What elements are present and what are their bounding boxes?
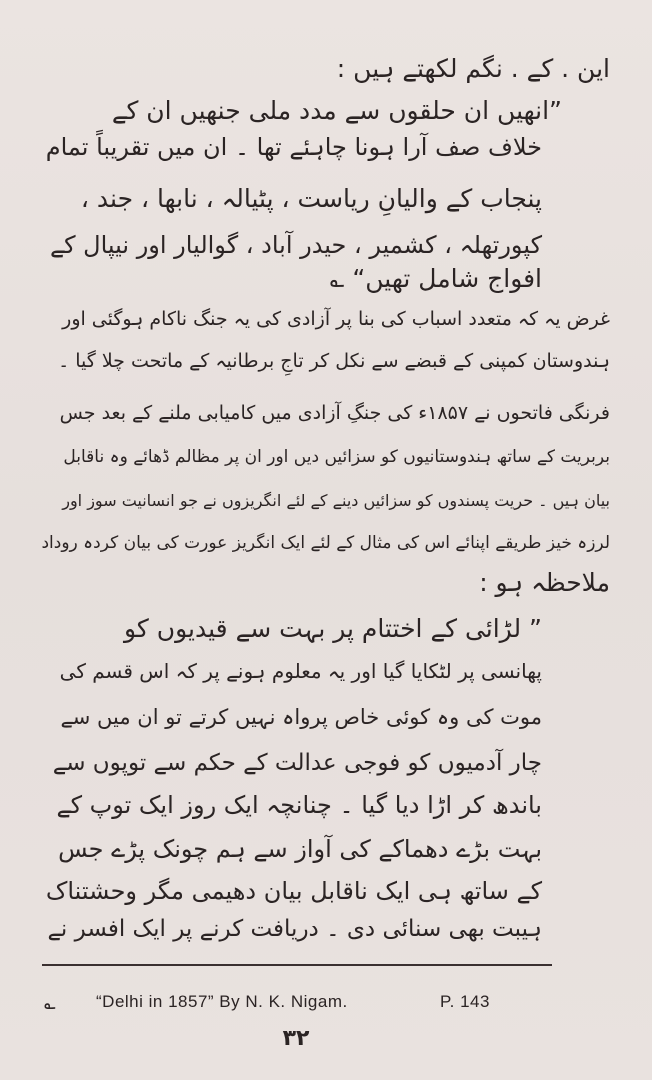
footnote-mark: ؎ bbox=[44, 990, 56, 1014]
quote1-line: پنجاب کے والیانِ ریاست ، پٹیالہ ، نابھا ، جند ، bbox=[80, 184, 542, 213]
quote2-line: کے ساتھ ہی ایک ناقابل بیان دھیمی مگر وحشتناک bbox=[45, 877, 542, 905]
footnote-citation: “Delhi in 1857” By N. K. Nigam. bbox=[96, 992, 348, 1011]
section-heading: این . کے . نگم لکھتے ہیں : bbox=[336, 54, 610, 83]
quote1-line: خلاف صف آرا ہونا چاہئے تھا ۔ ان میں تقریباً تمام bbox=[45, 133, 542, 161]
quote2-line: بہت بڑے دھماکے کی آواز سے ہم چونک پڑے جس bbox=[58, 835, 542, 863]
quote2-line: پھانسی پر لٹکایا گیا اور یہ معلوم ہونے پر کہ اس قسم کی bbox=[59, 659, 542, 683]
quote2-line: چار آدمیوں کو فوجی عدالت کے حکم سے توپوں سے bbox=[52, 750, 542, 776]
footnote-divider bbox=[42, 964, 552, 966]
paragraph-line: فرنگی فاتحوں نے ۱۸۵۷ء کی جنگِ آزادی میں کامیابی ملنے کے بعد جس bbox=[59, 402, 610, 424]
paragraph-line: لرزہ خیز طریقے اپنائے اس کی مثال کے لئے ایک انگریز عورت کی بیان کردہ روداد bbox=[41, 533, 610, 553]
paragraph-line: بربریت کے ساتھ ہندوستانیوں کو سزائیں دیں اور ان پر مظالم ڈھائے وہ ناقابل bbox=[63, 447, 610, 467]
quote2-line: ” لڑائی کے اختتام پر بہت سے قیدیوں کو bbox=[124, 614, 542, 643]
quote2-line: باندھ کر اڑا دیا گیا ۔ چنانچہ ایک روز ایک توپ کے bbox=[56, 791, 542, 819]
quote2-line: ہیبت بھی سنائی دی ۔ دریافت کرنے پر ایک افسر نے bbox=[47, 916, 542, 942]
paragraph-line: غرض یہ کہ متعدد اسباب کی بنا پر آزادی کی یہ جنگ ناکام ہوگئی اور bbox=[62, 308, 610, 330]
footnote-page-ref: P. 143 bbox=[440, 992, 490, 1011]
paragraph-line: بیان ہیں ۔ حریت پسندوں کو سزائیں دینے کے لئے انگریزوں نے جو انسانیت سوز اور bbox=[62, 491, 610, 510]
quote2-line: موت کی وہ کوئی خاص پرواہ نہیں کرتے تو ان میں سے bbox=[60, 705, 542, 729]
paragraph-line: ہندوستان کمپنی کے قبضے سے نکل کر تاجِ برطانیہ کے ماتحت چلا گیا ۔ bbox=[58, 350, 610, 372]
quote1-line: کپورتھلہ ، کشمیر ، حیدر آباد ، گوالیار اور نیپال کے bbox=[50, 231, 542, 259]
page-number: ۳۲ bbox=[282, 1026, 310, 1051]
paragraph-line: ملاحظہ ہو : bbox=[479, 568, 610, 597]
quote1-line: افواج شامل تھیں“ ؎ bbox=[329, 264, 542, 293]
quote1-line: ”انھیں ان حلقوں سے مدد ملی جنھیں ان کے bbox=[111, 96, 562, 125]
